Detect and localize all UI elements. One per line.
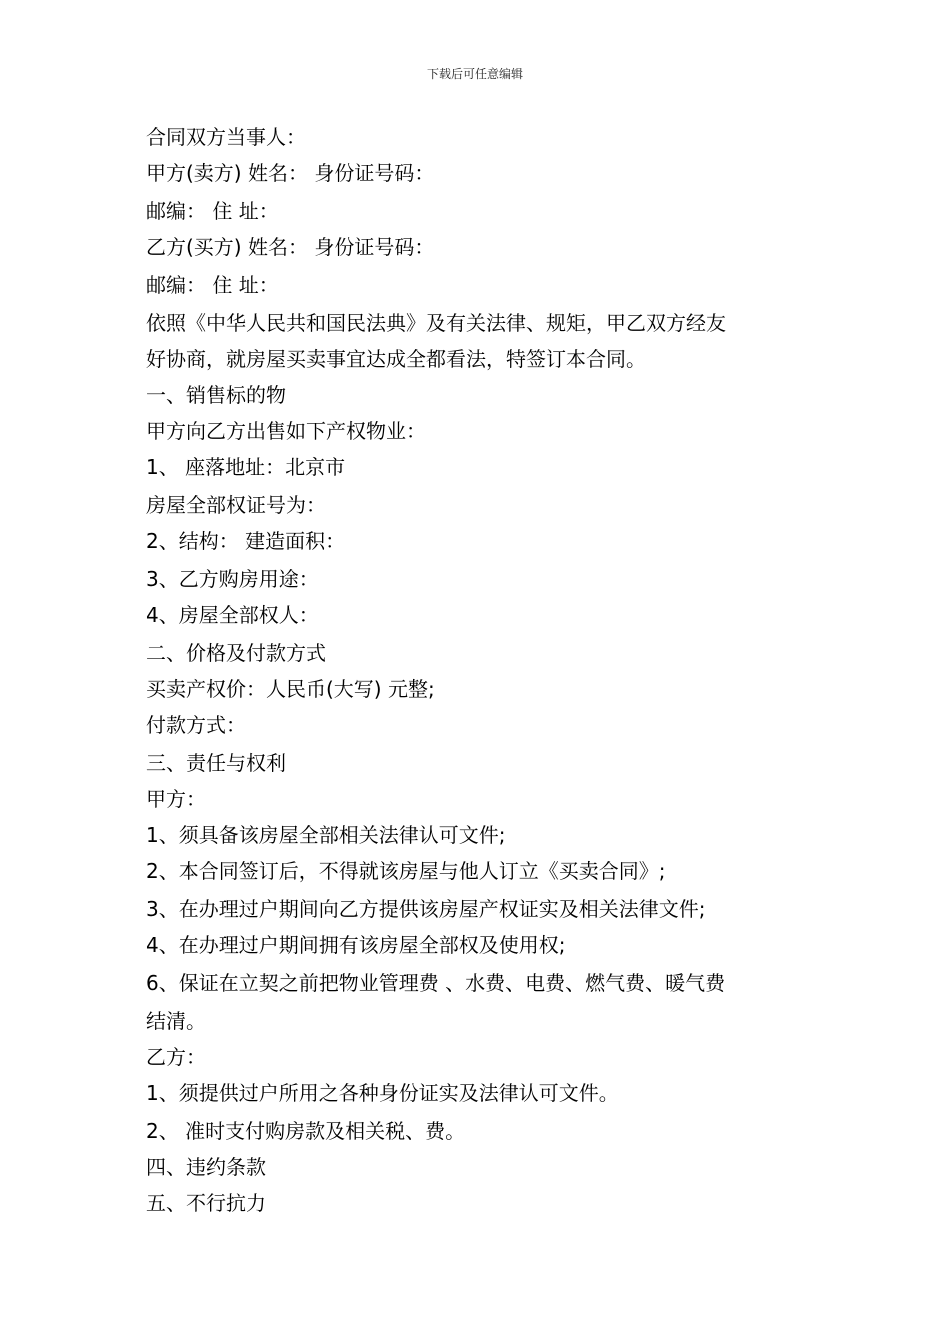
text-line: 买卖产权价：人民币(大写) 元整; bbox=[146, 677, 435, 701]
text-line: 结清。 bbox=[146, 1009, 206, 1033]
text-line: 乙方： bbox=[146, 1045, 206, 1069]
text-line: 1、须提供过户所用之各种身份证实及法律认可文件。 bbox=[146, 1081, 619, 1105]
text-line: 2、 准时支付购房款及相关税、费。 bbox=[146, 1119, 466, 1143]
text-line: 合同双方当事人： bbox=[146, 125, 306, 149]
section-heading: 五、不行抗力 bbox=[146, 1191, 266, 1215]
text-line: 2、本合同签订后，不得就该房屋与他人订立《买卖合同》; bbox=[146, 859, 666, 883]
section-heading: 三、责任与权利 bbox=[146, 751, 286, 775]
text-line: 1、 座落地址：北京市 bbox=[146, 455, 346, 479]
text-line: 依照《中华人民共和国民法典》及有关法律、规矩，甲乙双方经友 bbox=[146, 311, 726, 335]
page-header: 下载后可任意编辑 bbox=[426, 67, 523, 81]
text-line: 4、房屋全部权人： bbox=[146, 603, 319, 627]
text-line: 3、在办理过户期间向乙方提供该房屋产权证实及相关法律文件; bbox=[146, 897, 706, 921]
section-heading: 四、违约条款 bbox=[146, 1155, 266, 1179]
text-line: 好协商，就房屋买卖事宜达成全都看法，特签订本合同。 bbox=[146, 347, 646, 371]
text-line: 2、结构： 建造面积： bbox=[146, 529, 346, 553]
text-line: 乙方(买方) 姓名： 身份证号码： bbox=[146, 235, 435, 259]
text-line: 房屋全部权证号为： bbox=[146, 493, 326, 517]
text-line: 邮编： 住 址： bbox=[146, 199, 279, 223]
text-line: 甲方： bbox=[146, 787, 206, 811]
text-line: 付款方式： bbox=[146, 713, 246, 737]
text-line: 邮编： 住 址： bbox=[146, 273, 279, 297]
text-line: 3、乙方购房用途： bbox=[146, 567, 319, 591]
section-heading: 一、销售标的物 bbox=[146, 383, 286, 407]
text-line: 1、须具备该房屋全部相关法律认可文件; bbox=[146, 823, 506, 847]
text-line: 6、保证在立契之前把物业管理费 、水费、电费、燃气费、暖气费 bbox=[146, 971, 726, 995]
text-line: 甲方(卖方) 姓名： 身份证号码： bbox=[146, 161, 435, 185]
text-line: 4、在办理过户期间拥有该房屋全部权及使用权; bbox=[146, 933, 566, 957]
text-line: 甲方向乙方出售如下产权物业： bbox=[146, 419, 426, 443]
section-heading: 二、价格及付款方式 bbox=[146, 641, 326, 665]
